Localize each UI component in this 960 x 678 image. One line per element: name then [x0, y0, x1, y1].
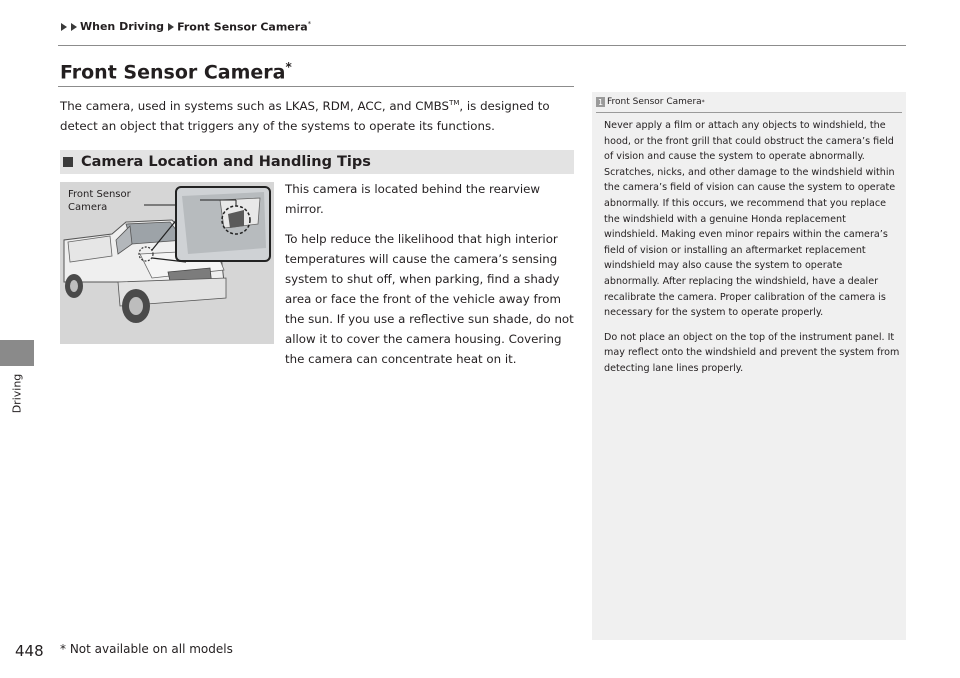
page-number: 448 [15, 642, 44, 660]
camera-location-figure [60, 182, 274, 344]
intro-paragraph: The camera, used in systems such as LKAS, RDM, ACC, and CMBS™, is designed to detect an object that triggers any of the systems to operate its functions. [60, 98, 550, 133]
sidebar-note [592, 92, 906, 640]
note-title-rule [596, 112, 902, 113]
reference-number-icon: 1 [597, 97, 604, 107]
breadcrumb-front-sensor-camera[interactable]: Front Sensor Camera* [177, 20, 312, 34]
figure-callout-label: Front Sensor Camera [68, 189, 131, 213]
header-rule [58, 45, 906, 46]
availability-mark: * [285, 60, 292, 74]
arrow-right-icon [60, 23, 67, 31]
note-body [604, 118, 900, 377]
note-paragraph: Scratches, nicks, and other damage to the windshield within the camera’s field of vision can cause the system to operate abnormally. If this occurs, we recommend that you replace the windshield with a genuine Honda replacement windshield. Making even minor repairs within the camera’s field of vision or installing an aftermarket replacement windshield may also cause the system to operate abnormally. After replacing the windshield, have a dealer recalibrate the camera. Proper calibration of the camera is necessary for the system to operate properly. [604, 166, 896, 319]
square-bullet-icon [63, 157, 73, 167]
breadcrumb [60, 20, 311, 34]
note-paragraph: Do not place an object on the top of the instrument panel. It may reflect onto the windshield and prevent the system from detecting lane lines properly. [604, 331, 900, 374]
section-heading: Camera Location and Handling Tips [60, 150, 574, 174]
footnote: * Not available on all models [60, 642, 233, 656]
heat-tips-paragraph: To help reduce the likelihood that high interior temperatures will cause the camera’s sensing system to shut off, when parking, find a shady area or face the front of the vehicle away from the sun. If you use a reflective sun shade, do not allow it to cover the camera housing. Covering the camera can concentrate heat on it. [285, 232, 574, 366]
note-title: 1 Front Sensor Camera * [597, 97, 705, 107]
page-title: Front Sensor Camera* [60, 60, 292, 84]
note-paragraph: Never apply a film or attach any objects to windshield, the hood, or the front grill that could obstruct the camera’s field of vision and cause the system to operate abnormally. [604, 120, 894, 163]
breadcrumb-when-driving[interactable]: When Driving [80, 20, 165, 34]
arrow-right-icon [70, 23, 77, 31]
chapter-tab-label: Driving [10, 373, 24, 413]
location-paragraph: This camera is located behind the rearview mirror. [285, 182, 541, 216]
arrow-right-icon [167, 23, 174, 31]
main-text [285, 179, 577, 379]
chapter-tab-marker [0, 340, 34, 366]
title-rule [58, 86, 574, 87]
